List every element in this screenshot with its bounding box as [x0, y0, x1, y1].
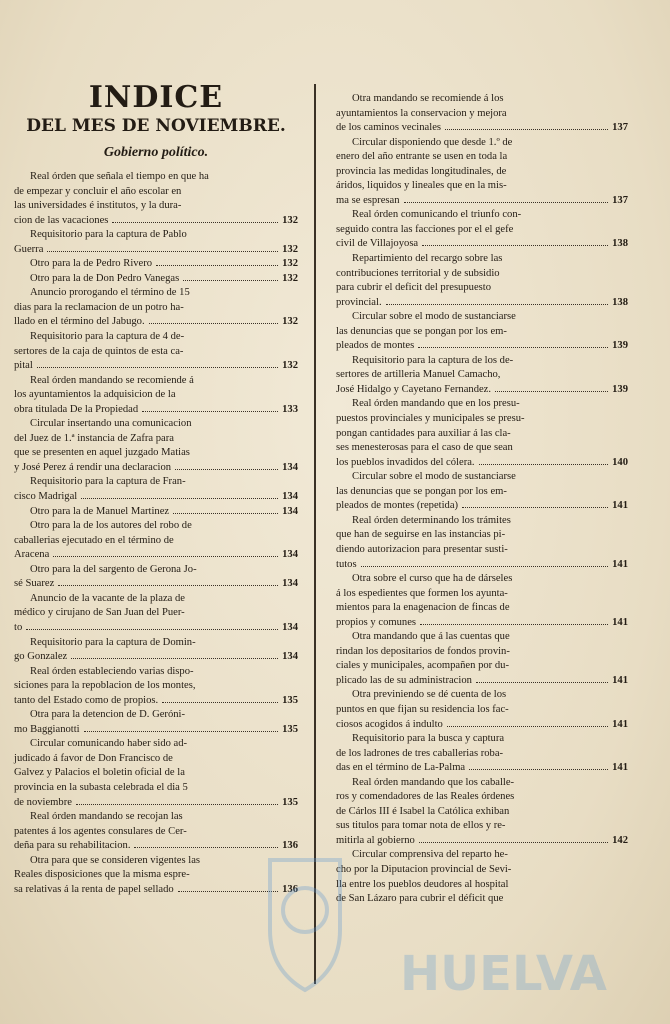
page-title: INDICE	[88, 80, 224, 115]
index-entry	[336, 397, 628, 470]
index-entry	[14, 636, 298, 665]
entry-line: enero del año entrante se usen en toda la	[336, 151, 508, 163]
index-entry	[14, 563, 298, 592]
entry-line: patentes á los agentes consulares de Cer-	[14, 825, 187, 837]
left-column	[14, 68, 298, 897]
entry-line: lla entre los pueblos deudores al hospital	[336, 878, 509, 890]
entry-line: Real órden mandando se recojan las	[30, 811, 183, 823]
page-number: 132	[282, 272, 298, 284]
entry-line: de los ladrones de tres caballerias roba-	[336, 747, 504, 759]
index-entry	[336, 252, 628, 310]
page-number: 141	[612, 674, 628, 686]
entry-line: to	[14, 621, 23, 633]
entry-line: Otra mandando se recomiende á los	[352, 93, 504, 104]
dot-leader	[26, 629, 278, 630]
index-entry	[336, 514, 628, 572]
index-entry	[14, 272, 298, 287]
dot-leader	[476, 682, 608, 683]
entry-line: obra titulada De la Propiedad	[14, 403, 139, 415]
entry-line: Requisitorio para la captura de los de-	[352, 354, 514, 366]
entry-line: sé Suarez	[14, 578, 55, 590]
entry-line: civil de Villajoyosa	[336, 238, 419, 250]
dot-leader	[112, 222, 278, 223]
index-entry	[336, 208, 628, 252]
entry-line: de los caminos vecinales	[336, 122, 442, 134]
entry-line: plicado las de su administracion	[336, 674, 472, 686]
page-number: 141	[612, 616, 628, 628]
entry-line: Circular disponiendo que desde 1.º de	[352, 136, 513, 148]
entry-line: pleados de montes (repetida)	[336, 500, 459, 512]
entry-line: puestos provinciales y municipales se presu-	[336, 413, 525, 425]
page-number: 134	[282, 578, 298, 590]
entry-line: ma se espresan	[336, 194, 400, 206]
dot-leader	[47, 251, 278, 252]
index-entry	[14, 257, 298, 272]
page-number: 134	[282, 549, 298, 561]
dot-leader	[162, 702, 278, 703]
entry-line: para cubrir el deficit del presupuesto	[336, 282, 492, 294]
entry-line: Real órden mandando que en los presu-	[352, 398, 520, 410]
index-entry	[336, 136, 628, 209]
entry-line: Otro para la de Manuel Martinez	[30, 505, 170, 517]
entry-line: caballerias ejecutado en el término de	[14, 534, 174, 546]
entry-line: de noviembre	[14, 796, 72, 808]
entry-line: Otro para la de Pedro Rivero	[30, 258, 153, 270]
dot-leader	[149, 323, 278, 324]
library-seal-watermark	[250, 840, 607, 1010]
entry-line: Real órden comunicando el triunfo con-	[352, 209, 522, 221]
page-number: 137	[612, 122, 628, 134]
index-entry	[14, 475, 298, 504]
entry-line: go Gonzalez	[14, 651, 68, 663]
entry-line: del Juez de 1.ª instancia de Zafra para	[14, 432, 174, 444]
entry-line: ros y comendadores de las Reales órdenes	[336, 791, 515, 803]
page-number: 141	[612, 718, 628, 730]
section-heading: Gobierno político.	[103, 145, 209, 160]
index-entry	[14, 505, 298, 520]
index-entry	[336, 572, 628, 630]
entry-line: Requisitorio para la captura de Domin-	[30, 636, 196, 648]
index-entry	[14, 286, 298, 330]
index-entry	[14, 330, 298, 374]
page-number: 134	[282, 651, 298, 663]
page-subtitle: DEL MES DE NOVIEMBRE.	[26, 116, 286, 136]
index-entry	[14, 737, 298, 810]
entry-line: dias para la reclamacion de un potro ha-	[14, 301, 184, 313]
page-number: 135	[282, 723, 298, 735]
entry-line: Otro para la de Don Pedro Vanegas	[30, 272, 180, 284]
entry-line: sertores de artilleria Manuel Camacho,	[336, 369, 501, 381]
index-entry	[14, 708, 298, 737]
index-entry	[14, 592, 298, 636]
dot-leader	[495, 391, 608, 392]
page-number: 134	[282, 461, 298, 473]
entry-line: sertores de la caja de quintos de esta ca-	[14, 345, 184, 357]
page-number: 135	[282, 694, 298, 706]
entry-line: sa relativas á la renta de papel sellado	[14, 883, 174, 895]
entry-line: Requisitorio para la captura de Pablo	[30, 229, 187, 241]
entry-line: Otra sobre el curso que ha de dárseles	[352, 573, 513, 585]
page-number: 140	[612, 456, 628, 468]
entry-line: Circular sobre el modo de sustanciarse	[352, 311, 516, 323]
entry-line: seguido contra las facciones por el el gefe	[336, 223, 514, 235]
index-entry	[336, 688, 628, 732]
page-number: 134	[282, 505, 298, 517]
entry-line: Otro para la del sargento de Gerona Jo-	[30, 563, 197, 575]
dot-leader	[58, 585, 278, 586]
entry-line: ciosos acogidos á indulto	[336, 718, 443, 730]
entry-line: Galvez y Palacios el boletin oficial de la	[14, 767, 185, 779]
entry-line: Circular comunicando haber sido ad-	[30, 738, 188, 750]
entry-line: Repartimiento del recargo sobre las	[352, 253, 503, 265]
entry-line: cho por la Diputacion provincial de Sevi-	[336, 863, 512, 875]
page-number: 132	[282, 243, 298, 255]
entry-line: Real órden determinando los trámites	[352, 514, 511, 526]
entry-line: mo Baggianotti	[14, 723, 80, 735]
page-number: 135	[282, 796, 298, 808]
entry-line: áridos, liquidos y lineales que en la mis-	[336, 180, 507, 192]
entry-line: de Cárlos III é Isabel la Católica exhiban	[336, 805, 510, 817]
index-entry	[14, 519, 298, 563]
page-number: 133	[282, 403, 298, 415]
page-number: 132	[282, 258, 298, 270]
dot-leader	[386, 304, 609, 305]
right-index-list	[336, 92, 628, 907]
entry-line: Otra mandando que á las cuentas que	[352, 631, 510, 643]
entry-line: pital	[14, 360, 33, 372]
entry-line: Otra previniendo se dé cuenta de los	[352, 689, 507, 701]
entry-line: á los espedientes que formen los ayunta-	[336, 587, 508, 599]
page-number: 141	[612, 762, 628, 774]
page-number: 134	[282, 621, 298, 633]
page-number: 139	[612, 340, 628, 352]
dot-leader	[156, 265, 278, 266]
entry-line: llado en el término del Jabugo.	[14, 316, 145, 328]
entry-line: Anuncio de la vacante de la plaza de	[30, 592, 186, 604]
index-entry	[14, 170, 298, 228]
entry-line: Real órden que señala el tiempo en que ha	[30, 171, 209, 182]
dot-leader	[53, 556, 278, 557]
index-entry	[336, 310, 628, 354]
watermark-text: HUELVA	[400, 946, 607, 1002]
entry-line: Requisitorio para la captura de 4 de-	[30, 331, 185, 343]
dot-leader	[462, 507, 608, 508]
entry-line: Reales disposiciones que la misma espre-	[14, 869, 190, 881]
entry-line: tutos	[336, 558, 357, 570]
entry-line: ciales y municipales, acompañen por du-	[336, 660, 509, 672]
dot-leader	[469, 769, 608, 770]
page-number: 136	[282, 883, 298, 895]
index-entry	[336, 354, 628, 398]
page-number: 136	[282, 840, 298, 852]
entry-line: provincia en la subasta celebrada el dia 5	[14, 781, 188, 793]
dot-leader	[71, 658, 278, 659]
dot-leader	[479, 464, 609, 465]
entry-line: diendo autorizacion para presentar susti-	[336, 543, 508, 555]
dot-leader	[447, 726, 608, 727]
entry-line: de San Lázaro para cubrir el déficit que	[336, 893, 504, 905]
entry-line: Guerra	[14, 243, 44, 255]
dot-leader	[76, 804, 278, 805]
page-number: 138	[612, 238, 628, 250]
entry-line: las universidades é institutos, y la dura-	[14, 200, 182, 212]
entry-line: provincia las medidas longitudinales, de	[336, 165, 507, 177]
page-number: 132	[282, 316, 298, 328]
page-number: 132	[282, 360, 298, 372]
entry-line: los pueblos invadidos del cólera.	[336, 456, 475, 468]
index-entry	[14, 374, 298, 418]
page-number: 137	[612, 194, 628, 206]
entry-line: Otra para la detencion de D. Geróni-	[30, 709, 186, 721]
entry-line: las denuncias que se pongan por los em-	[336, 325, 507, 337]
entry-line: Otro para la de los autores del robo de	[30, 520, 192, 532]
entry-line: pongan cantidades para auxiliar á las cla-	[336, 427, 511, 439]
dot-leader	[422, 245, 608, 246]
page-number: 141	[612, 500, 628, 512]
left-index-list	[14, 170, 298, 897]
dot-leader	[418, 347, 608, 348]
entry-line: sus titulos para tomar nota de ellos y re-	[336, 820, 506, 832]
dot-leader	[445, 129, 608, 130]
dot-leader	[420, 624, 608, 625]
entry-line: propios y comunes	[336, 616, 417, 628]
page-number: 138	[612, 296, 628, 308]
entry-line: las denuncias que se pongan por los em-	[336, 485, 507, 497]
entry-line: deña para su rehabilitacion.	[14, 840, 131, 852]
entry-line: Otra para que se consideren vigentes las	[30, 854, 201, 866]
entry-line: Real órden mandando que los caballe-	[352, 776, 515, 788]
entry-line: y José Perez á rendir una declaracion	[14, 461, 172, 473]
dot-leader	[173, 513, 278, 514]
entry-line: Circular sobre el modo de sustanciarse	[352, 471, 516, 483]
entry-line: Requisitorio para la captura de Fran-	[30, 476, 186, 488]
entry-line: Anuncio prorogando el término de 15	[30, 287, 190, 299]
index-entry	[336, 92, 628, 136]
entry-line: Real órden estableciendo varias dispo-	[30, 665, 194, 677]
entry-line: mientos para la enagenacion de fincas de	[336, 602, 510, 614]
entry-line: que han de seguirse en las instancias pi-	[336, 529, 506, 541]
entry-line: que se presenten en aquel juzgado Matias	[14, 447, 190, 459]
page-number: 139	[612, 383, 628, 395]
dot-leader	[37, 367, 278, 368]
index-entry	[336, 470, 628, 514]
index-entry	[336, 630, 628, 688]
entry-line: Circular comprensiva del reparto he-	[352, 849, 508, 861]
entry-line: mitirla al gobierno	[336, 834, 415, 846]
entry-line: Circular insertando una comunicacion	[30, 418, 192, 430]
entry-line: Requisitorio para la busca y captura	[352, 733, 505, 745]
page-number: 142	[612, 834, 628, 846]
entry-line: Real órden mandando se recomiende á	[30, 374, 194, 386]
entry-line: ayuntamientos la conservacion y mejora	[336, 107, 507, 119]
entry-line: siciones para la repoblacion de los montes,	[14, 680, 196, 692]
entry-line: los ayuntamientos la adquisicion de la	[14, 389, 176, 401]
entry-line: puntos en que fijan su residencia los fac-	[336, 703, 509, 715]
index-entry	[14, 228, 298, 257]
page-number: 134	[282, 491, 298, 503]
page-number: 132	[282, 214, 298, 226]
entry-line: cion de las vacaciones	[14, 214, 109, 226]
entry-line: Aracena	[14, 549, 50, 561]
entry-line: rindan los depositarios de fondos provin-	[336, 645, 510, 657]
index-entry	[336, 732, 628, 776]
dot-leader	[142, 411, 278, 412]
entry-line: de empezar y concluir el año escolar en	[14, 185, 182, 197]
dot-leader	[81, 498, 278, 499]
right-column	[336, 92, 628, 907]
dot-leader	[183, 280, 278, 281]
entry-line: cisco Madrigal	[14, 491, 78, 503]
entry-line: médico y cirujano de San Juan del Puer-	[14, 607, 185, 619]
entry-line: ses menesterosas para el caso de que sean	[336, 442, 513, 454]
entry-line: provincial.	[336, 296, 382, 308]
index-entry	[14, 665, 298, 709]
dot-leader	[404, 202, 609, 203]
entry-line: tanto del Estado como de propios.	[14, 694, 159, 706]
entry-line: José Hidalgo y Cayetano Fernandez.	[336, 383, 492, 395]
entry-line: judicado á favor de Don Francisco de	[14, 752, 173, 764]
page-number: 141	[612, 558, 628, 570]
entry-line: das en el término de La-Palma	[336, 762, 466, 774]
index-entry	[14, 417, 298, 475]
dot-leader	[361, 566, 609, 567]
entry-line: contribuciones territorial y de subsidio	[336, 267, 500, 279]
index-entry	[336, 776, 628, 849]
dot-leader	[84, 731, 278, 732]
entry-line: pleados de montes	[336, 340, 415, 352]
dot-leader	[175, 469, 278, 470]
